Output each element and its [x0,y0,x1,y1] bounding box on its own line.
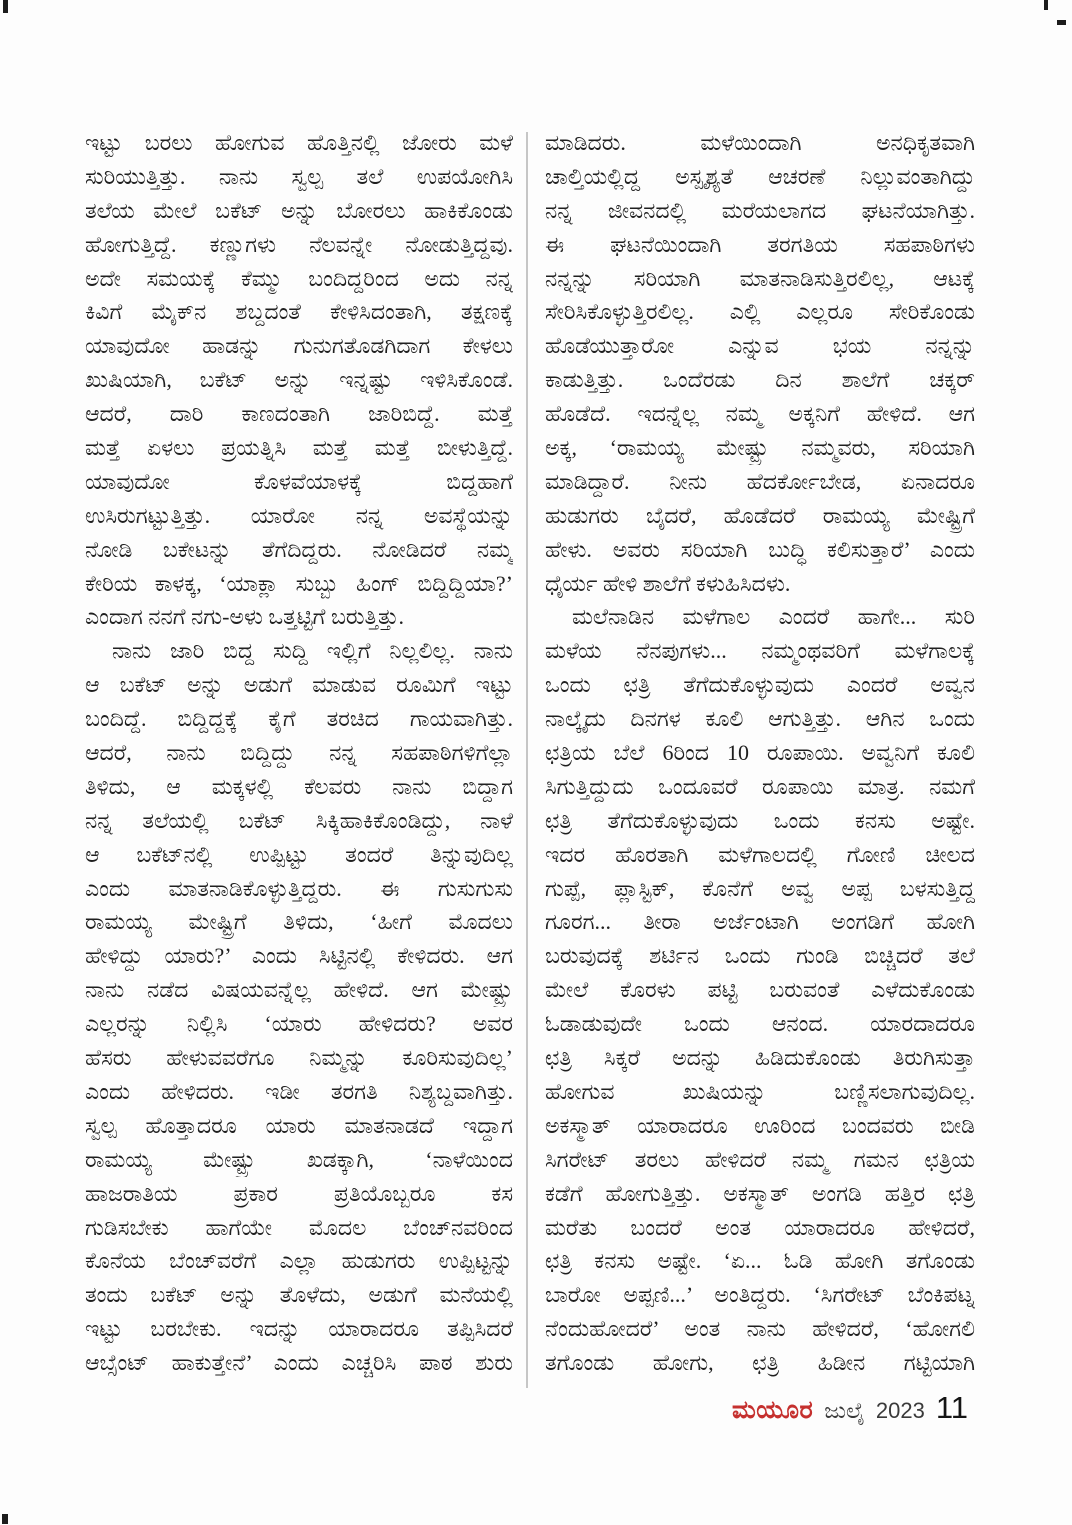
text-line: ಇಟ್ಟು ಬರಬೇಕು. ಇದನ್ನು ಯಾರಾದರೂ ತಪ್ಪಿಸಿದರೆ [85,1316,513,1342]
text-line: ಎಂದು ಹೇಳಿದರು. ಇಡೀ ತರಗತಿ ನಿಶ್ಯಬ್ದವಾಗಿತ್ತು. [85,1078,513,1104]
text-line: ಕಾಡುತ್ತಿತ್ತು. ಒಂದೆರಡು ದಿನ ಶಾಲೆಗೆ ಚಕ್ಕರ್ [545,367,975,393]
text-line: ಮತ್ತೆ ಏಳಲು ಪ್ರಯತ್ನಿಸಿ ಮತ್ತೆ ಮತ್ತೆ ಬೀಳುತ್ತಿದ್ದೆ. [85,435,513,461]
text-line: ಗುಪ್ಪೆ, ಪ್ಲಾಸ್ಟಿಕ್, ಕೊನೆಗೆ ಅವ್ವ ಅಪ್ಪ ಬಳಸುತ್ತಿದ್ದ [545,875,975,901]
text-line: ರಾಮಯ್ಯ ಮೇಷ್ಟ್ರು ಖಡಕ್ಕಾಗಿ, ‘ನಾಳೆಯಿಂದ [85,1146,513,1172]
text-line: ಹೋಗುತ್ತಿದ್ದೆ. ಕಣ್ಣುಗಳು ನೆಲವನ್ನೇ ನೋಡುತ್ತಿದ್ದವು. [85,231,513,257]
text-line: ಯಾವುದೋ ಕೊಳವೆಯಾಳಕ್ಕೆ ಬಿದ್ದಹಾಗೆ [85,468,513,494]
text-line: ಸುರಿಯುತ್ತಿತ್ತು. ನಾನು ಸ್ವಲ್ಪ ತಲೆ ಉಪಯೋಗಿಸಿ [85,163,513,189]
text-line: ನನ್ನ ತಲೆಯಲ್ಲಿ ಬಕೆಟ್ ಸಿಕ್ಕಿಹಾಕಿಕೊಂಡಿದ್ದು, ನಾಳೆ [85,807,513,833]
text-line: ಇಟ್ಟು ಬರಲು ಹೋಗುವ ಹೊತ್ತಿನಲ್ಲಿ ಜೋರು ಮಳೆ [85,130,513,155]
text-line: ತಿಳಿದು, ಆ ಮಕ್ಕಳಲ್ಲಿ ಕೆಲವರು ನಾನು ಬಿದ್ದಾಗ [85,773,513,799]
text-line: ಕಡೆಗೆ ಹೋಗುತ್ತಿತ್ತು. ಅಕಸ್ಮಾತ್ ಅಂಗಡಿ ಹತ್ತಿರ ಛತ್ರಿ [545,1180,975,1206]
text-line: ಒಂದು ಛತ್ರಿ ತೆಗೆದುಕೊಳ್ಳುವುದು ಎಂದರೆ ಅವ್ವನ [545,672,975,698]
text-line: ಈ ಘಟನೆಯಿಂದಾಗಿ ತರಗತಿಯ ಸಹಪಾಠಿಗಳು [545,231,975,257]
text-line: ಆ ಬಕೆಟ್ ಅನ್ನು ಅಡುಗೆ ಮಾಡುವ ರೂಮಿಗೆ ಇಟ್ಟು [85,672,513,698]
text-line: ಹೆಸರು ಹೇಳುವವರೆಗೂ ನಿಮ್ಮನ್ನು ಕೂರಿಸುವುದಿಲ್ಲ’ [85,1045,513,1071]
text-line: ಹುಡುಗರು ಬೈದರೆ, ಹೊಡೆದರೆ ರಾಮಯ್ಯ ಮೇಷ್ಟ್ರಿಗೆ [545,502,975,528]
text-line: ಖುಷಿಯಾಗಿ, ಬಕೆಟ್ ಅನ್ನು ಇನ್ನಷ್ಟು ಇಳಿಸಿಕೊಂಡೆ. [85,367,513,393]
text-line: ಮೇಲೆ ಕೊರಳು ಪಟ್ಟಿ ಬರುವಂತೆ ಎಳೆದುಕೊಂಡು [545,977,975,1003]
text-line: ತಗೊಂಡು ಹೋಗು, ಛತ್ರಿ ಹಿಡೀನ ಗಟ್ಟಿಯಾಗಿ [545,1350,975,1376]
text-line: ಆದರೆ, ನಾನು ಬಿದ್ದಿದ್ದು ನನ್ನ ಸಹಪಾಠಿಗಳಿಗೆಲ್ಲಾ [85,740,513,766]
text-line: ಇದರ ಹೊರತಾಗಿ ಮಳೆಗಾಲದಲ್ಲಿ ಗೋಣಿ ಚೀಲದ [545,841,975,867]
text-line: ಛತ್ರಿ ಕನಸು ಅಷ್ಟೇ. ‘ಏ... ಓಡಿ ಹೋಗಿ ತಗೊಂಡು [545,1248,975,1274]
text-line: ಮಳೆಯ ನೆನಪುಗಳು... ನಮ್ಮಂಥವರಿಗೆ ಮಳೆಗಾಲಕ್ಕೆ [545,638,975,664]
article-column-left [85,126,513,1380]
text-line: ಅಕಸ್ಮಾತ್ ಯಾರಾದರೂ ಊರಿಂದ ಬಂದವರು ಬೀಡಿ [545,1112,975,1138]
text-line: ನಾನು ನಡೆದ ವಿಷಯವನ್ನೆಲ್ಲ ಹೇಳಿದೆ. ಆಗ ಮೇಷ್ಟ್ರು [85,977,513,1003]
text-line: ನನ್ನ ಜೀವನದಲ್ಲಿ ಮರೆಯಲಾಗದ ಘಟನೆಯಾಗಿತ್ತು. [545,197,975,223]
text-line: ಎಂದು ಮಾತನಾಡಿಕೊಳ್ಳುತ್ತಿದ್ದರು. ಈ ಗುಸುಗುಸು [85,875,513,901]
text-line: ಬಂದಿದ್ದೆ. ಬಿದ್ದಿದ್ದಕ್ಕೆ ಕೈಗೆ ತರಚಿದ ಗಾಯವಾಗಿತ್ತು. [85,706,513,732]
text-line: ಕೊನೆಯ ಬೆಂಚ್‌ವರೆಗೆ ಎಲ್ಲಾ ಹುಡುಗರು ಉಪ್ಪಿಟ್ಟನ್ನು [85,1248,513,1274]
text-line: ಆ ಬಕೆಟ್‌ನಲ್ಲಿ ಉಪ್ಪಿಟ್ಟು ತಂದರೆ ತಿನ್ನುವುದಿಲ್ಲ [85,841,513,867]
text-line: ಗುಡಿಸಬೇಕು ಹಾಗೆಯೇ ಮೊದಲ ಬೆಂಚ್‌ನವರಿಂದ [85,1214,513,1240]
article-column-right [545,126,975,1380]
registration-mark-top-right [1044,0,1048,10]
text-line: ಉಸಿರುಗಟ್ಟುತ್ತಿತ್ತು. ಯಾರೋ ನನ್ನ ಅವಸ್ಥೆಯನ್ನು [85,502,513,528]
text-line: ಮಾಡಿದರು. ಮಳೆಯಿಂದಾಗಿ ಅನಧಿಕೃತವಾಗಿ [545,130,975,155]
text-line: ರಾಮಯ್ಯ ಮೇಷ್ಟ್ರಿಗೆ ತಿಳಿದು, ‘ಹೀಗೆ ಮೊದಲು [85,909,513,935]
text-line: ಛತ್ರಿ ತೆಗೆದುಕೊಳ್ಳುವುದು ಒಂದು ಕನಸು ಅಷ್ಟೇ. [545,807,975,833]
text-line: ಎಂದಾಗ ನನಗೆ ನಗು-ಅಳು ಒತ್ತಟ್ಟಿಗೆ ಬರುತ್ತಿತ್ತು. [85,604,405,630]
text-line: ಚಾಲ್ತಿಯಲ್ಲಿದ್ದ ಅಸ್ಪೃಶ್ಯತೆ ಆಚರಣೆ ನಿಲ್ಲುವಂತಾಗಿದ್ದು [545,163,975,189]
text-line: ನೋಡಿ ಬಕೇಟನ್ನು ತೆಗೆದಿದ್ದರು. ನೋಡಿದರೆ ನಮ್ಮ [85,536,513,562]
text-line: ಮಲೆನಾಡಿನ ಮಳೆಗಾಲ ಎಂದರೆ ಹಾಗೇ... ಸುರಿ [572,604,975,630]
text-line: ಎಲ್ಲರನ್ನು ನಿಲ್ಲಿಸಿ ‘ಯಾರು ಹೇಳಿದರು? ಅವರ [85,1011,513,1037]
text-line: ನನ್ನನ್ನು ಸರಿಯಾಗಿ ಮಾತನಾಡಿಸುತ್ತಿರಲಿಲ್ಲ, ಆಟಕ್ಕೆ [545,265,975,291]
text-line: ಸೇರಿಸಿಕೊಳ್ಳುತ್ತಿರಲಿಲ್ಲ. ಎಲ್ಲಿ ಎಲ್ಲರೂ ಸೇರಿಕೊಂಡು [545,299,975,325]
text-line: ಹೇಳಿದ್ದು ಯಾರು?’ ಎಂದು ಸಿಟ್ಟಿನಲ್ಲಿ ಕೇಳಿದರು. ಆಗ [85,943,513,969]
text-line: ಬಾರೋ ಅಪ್ಪಣಿ...’ ಅಂತಿದ್ದರು. ‘ಸಿಗರೇಟ್ ಬೆಂಕಿಪಟ್ನ [545,1282,975,1308]
text-line: ನೆಂದುಹೋದರೆ’ ಅಂತ ನಾನು ಹೇಳಿದರೆ, ‘ಹೋಗಲಿ [545,1316,975,1342]
text-line: ನಾಲ್ಕೈದು ದಿನಗಳ ಕೂಲಿ ಆಗುತ್ತಿತ್ತು. ಆಗಿನ ಒಂದು [545,706,975,732]
text-line: ಹಾಜರಾತಿಯ ಪ್ರಕಾರ ಪ್ರತಿಯೊಬ್ಬರೂ ಕಸ [85,1180,513,1206]
magazine-name: ಮಯೂರ [732,1397,814,1424]
text-line: ಕಿವಿಗೆ ಮೈಕ್‌ನ ಶಬ್ದದಂತೆ ಕೇಳಿಸಿದಂತಾಗಿ, ತಕ್ಷಣಕ್ಕೆ [85,299,513,325]
registration-mark-bottom-left [2,1514,8,1524]
text-line: ನಾನು ಜಾರಿ ಬಿದ್ದ ಸುದ್ದಿ ಇಲ್ಲಿಗೆ ನಿಲ್ಲಲಿಲ್ಲ. ನಾನು [112,638,513,664]
text-line: ಹೋಗುವ ಖುಷಿಯನ್ನು ಬಣ್ಣಿಸಲಾಗುವುದಿಲ್ಲ. [545,1078,975,1104]
text-line: ಮರೆತು ಬಂದರೆ ಅಂತ ಯಾರಾದರೂ ಹೇಳಿದರೆ, [545,1214,975,1240]
text-line: ಹೊಡೆದೆ. ಇದನ್ನೆಲ್ಲ ನಮ್ಮ ಅಕ್ಕನಿಗೆ ಹೇಳಿದೆ. ಆಗ [545,401,975,427]
text-line: ಧೈರ್ಯ ಹೇಳಿ ಶಾಲೆಗೆ ಕಳುಹಿಸಿದಳು. [545,570,791,596]
text-line: ಅದೇ ಸಮಯಕ್ಕೆ ಕೆಮ್ಮು ಬಂದಿದ್ದರಿಂದ ಅದು ನನ್ನ [85,265,513,291]
text-line: ಮಾಡಿದ್ದಾರೆ. ನೀನು ಹೆದರ್ಕೋಬೇಡ, ಏನಾದರೂ [545,468,975,494]
registration-mark-top-left [3,0,8,13]
text-line: ಓಡಾಡುವುದೇ ಒಂದು ಆನಂದ. ಯಾರದಾದರೂ [545,1011,975,1037]
text-line: ಬರುವುದಕ್ಕೆ ಶರ್ಟಿನ ಒಂದು ಗುಂಡಿ ಬಿಚ್ಚಿದರೆ ತಲೆ [545,943,975,969]
text-line: ಆಬ್ಸೆಂಟ್ ಹಾಕುತ್ತೇನೆ’ ಎಂದು ಎಚ್ಚರಿಸಿ ಪಾಠ ಶುರು [85,1350,513,1376]
column-divider-rule [526,132,528,1388]
text-line: ಅಕ್ಕ, ‘ರಾಮಯ್ಯ ಮೇಷ್ಟ್ರು ನಮ್ಮವರು, ಸರಿಯಾಗಿ [545,435,975,461]
text-line: ಕೇರಿಯ ಕಾಳಕ್ಕ, ‘ಯಾಕ್ಲಾ ಸುಬ್ಬು ಹಿಂಗ್ ಬಿದ್ದಿದ್ದಿಯಾ?’ [85,570,513,596]
text-line: ತಂದು ಬಕೆಟ್ ಅನ್ನು ತೊಳೆದು, ಅಡುಗೆ ಮನೆಯಲ್ಲಿ [85,1282,513,1308]
issue-month: ಜುಲೈ [824,1398,865,1423]
text-line: ಹೊಡೆಯುತ್ತಾರೋ ಎನ್ನುವ ಭಯ ನನ್ನನ್ನು [545,333,975,359]
text-line: ಸಿಗುತ್ತಿದ್ದುದು ಒಂದೂವರೆ ರೂಪಾಯಿ ಮಾತ್ರ. ನಮಗೆ [545,773,975,799]
text-line: ತಲೆಯ ಮೇಲೆ ಬಕೆಟ್ ಅನ್ನು ಬೋರಲು ಹಾಕಿಕೊಂಡು [85,197,513,223]
issue-year: 2023 [875,1398,925,1423]
text-line: ಸಿಗರೇಟ್ ತರಲು ಹೇಳಿದರೆ ನಮ್ಮ ಗಮನ ಛತ್ರಿಯ [545,1146,975,1172]
text-line: ಛತ್ರಿ ಸಿಕ್ಕರೆ ಅದನ್ನು ಹಿಡಿದುಕೊಂಡು ತಿರುಗಿಸುತ್ತಾ [545,1045,975,1071]
text-line: ಗೂರಗ... ತೀರಾ ಅರ್ಜೆಂಟಾಗಿ ಅಂಗಡಿಗೆ ಹೋಗಿ [545,909,975,935]
registration-mark-top-right-dash [1057,20,1066,25]
page-footer [732,1390,968,1431]
text-line: ಛತ್ರಿಯ ಬೆಲೆ 6ರಿಂದ 10 ರೂಪಾಯಿ. ಅವ್ವನಿಗೆ ಕೂಲಿ [545,740,975,766]
text-line: ಆದರೆ, ದಾರಿ ಕಾಣದಂತಾಗಿ ಜಾರಿಬಿದ್ದೆ. ಮತ್ತೆ [85,401,513,427]
text-line: ಸ್ವಲ್ಪ ಹೊತ್ತಾದರೂ ಯಾರು ಮಾತನಾಡದೆ ಇದ್ದಾಗ [85,1112,513,1138]
page-number: 11 [935,1390,968,1425]
text-line: ಹೇಳು. ಅವರು ಸರಿಯಾಗಿ ಬುದ್ಧಿ ಕಲಿಸುತ್ತಾರೆ’ ಎಂದು [545,536,975,562]
text-line: ಯಾವುದೋ ಹಾಡನ್ನು ಗುನುಗತೊಡಗಿದಾಗ ಕೇಳಲು [85,333,513,359]
